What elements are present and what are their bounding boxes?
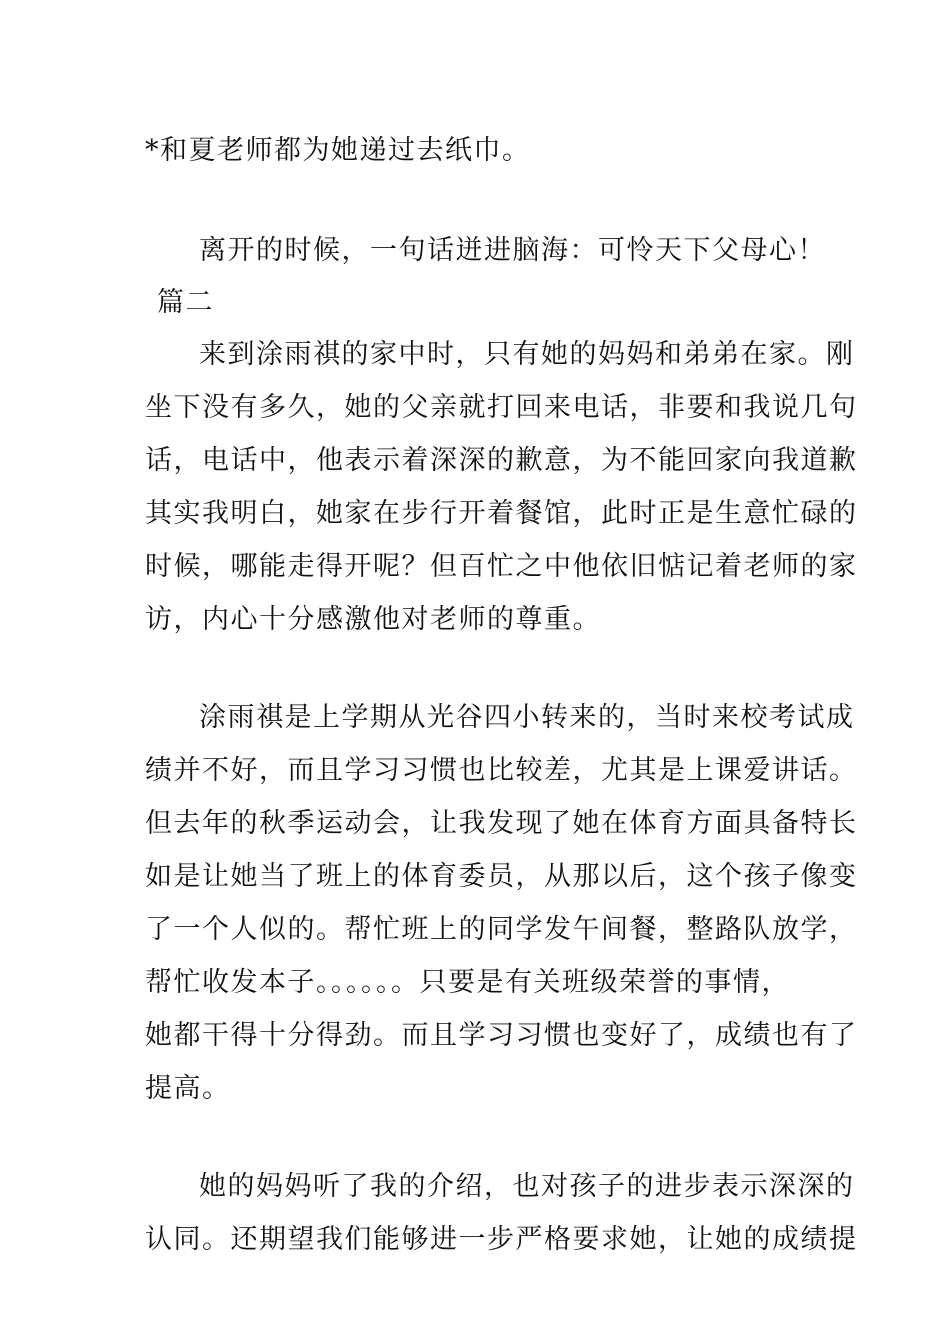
section-heading: 篇二 [157,287,214,318]
text-line: 来到涂雨祺的家中时，只有她的妈妈和弟弟在家。刚 [199,339,855,370]
text-line: 时候，哪能走得开呢？但百忙之中他依旧惦记着老师的家 [145,551,858,582]
text-line: 但去年的秋季运动会，让我发现了她在体育方面具备特长 [145,808,858,839]
text-line: 绩并不好，而且学习习惯也比较差，尤其是上课爱讲话。 [145,755,858,786]
text-line: 认同。还期望我们能够进一步严格要求她，让她的成绩提 [145,1224,858,1255]
text-line: 她都干得十分得劲。而且学习习惯也变好了，成绩也有了 [145,1020,858,1051]
text-line: 提高。 [145,1073,231,1104]
text-line: 如是让她当了班上的体育委员，从那以后，这个孩子像变 [145,861,858,892]
text-line: 涂雨祺是上学期从光谷四小转来的，当时来校考试成 [199,702,855,733]
text-line: 话，电话中，他表示着深深的歉意，为不能回家向我道歉 [145,445,858,476]
text-line: 帮忙收发本子。。。。。。只要是有关班级荣誉的事情， [145,967,790,998]
text-line: 访，内心十分感激他对老师的尊重。 [145,604,601,635]
text-line: 了一个人似的。帮忙班上的同学发午间餐，整路队放学， [145,914,858,945]
text-line: *和夏老师都为她递过去纸巾。 [145,135,531,166]
text-line: 其实我明白，她家在步行开着餐馆，此时正是生意忙碌的 [145,498,858,529]
text-line: 坐下没有多久，她的父亲就打回来电话，非要和我说几句 [145,392,858,423]
text-line: 离开的时候，一句话迸进脑海：可怜天下父母心！ [199,235,826,266]
text-line: 她的妈妈听了我的介绍，也对孩子的进步表示深深的 [199,1171,855,1202]
